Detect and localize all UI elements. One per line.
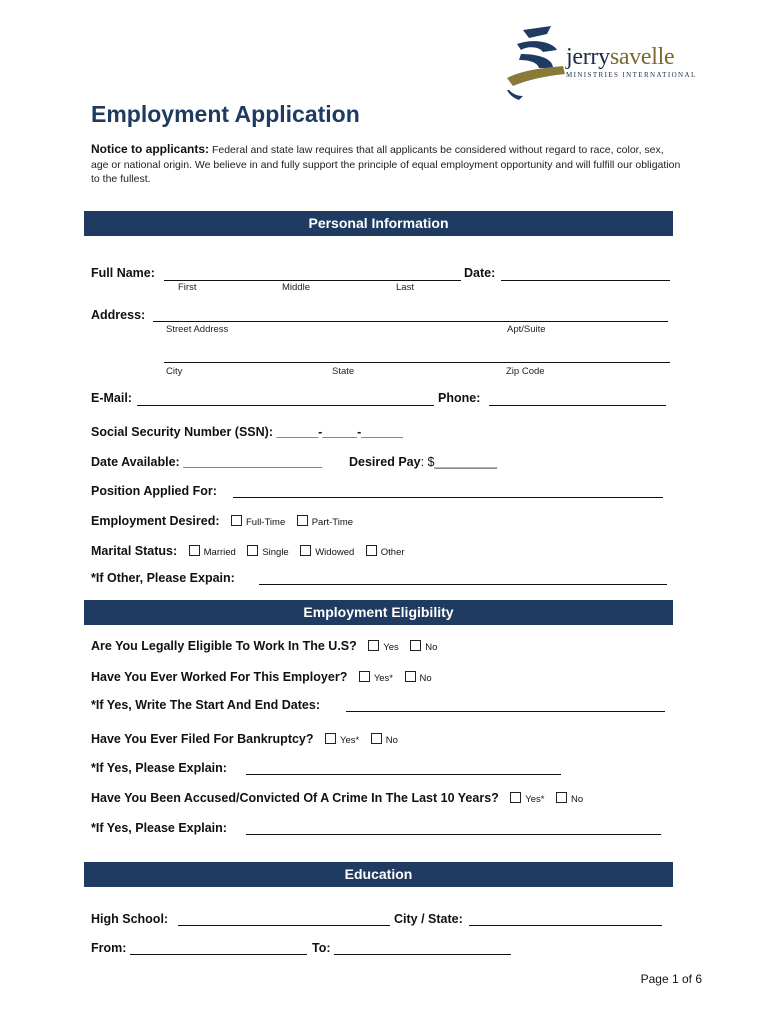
to-field[interactable] [334, 954, 511, 955]
notice-label: Notice to applicants: [91, 142, 210, 156]
other-option: Other [380, 547, 405, 558]
phone-field[interactable] [489, 405, 666, 406]
street-address-caption: Street Address [166, 324, 229, 335]
desired-pay-field[interactable] [349, 455, 497, 469]
worked-before-row [91, 670, 432, 684]
worked-yes-checkbox[interactable] [359, 671, 370, 682]
full-name-label: Full Name: [91, 266, 155, 280]
section-education: Education [84, 862, 673, 887]
bankruptcy-no-option: No [385, 735, 398, 746]
bankruptcy-question: Have You Ever Filed For Bankruptcy? [91, 732, 314, 746]
explain-bankruptcy-label: *If Yes, Please Explain: [91, 761, 227, 775]
bankruptcy-no-checkbox[interactable] [371, 733, 382, 744]
date-field[interactable] [501, 280, 670, 281]
date-available-field[interactable]: Date Available: ____________________ [91, 455, 323, 469]
high-school-label: High School: [91, 912, 169, 926]
legal-yes-option: Yes [383, 642, 399, 653]
other-checkbox[interactable] [366, 545, 377, 556]
legal-eligibility-row [91, 639, 437, 653]
brand-subtitle: MINISTRIES INTERNATIONAL [566, 71, 697, 79]
dates-label: *If Yes, Write The Start And End Dates: [91, 698, 320, 712]
high-school-field[interactable] [178, 925, 390, 926]
part-time-option: Part-Time [311, 517, 354, 528]
employment-desired-row [91, 514, 353, 528]
married-option: Married [203, 547, 236, 558]
to-label: To: [312, 941, 331, 955]
bankruptcy-yes-option: Yes* [340, 735, 360, 746]
address-label: Address: [91, 308, 146, 322]
notice-paragraph [91, 142, 681, 187]
position-field[interactable] [233, 497, 663, 498]
widowed-option: Widowed [315, 547, 355, 558]
worked-no-option: No [419, 673, 432, 684]
crime-yes-checkbox[interactable] [510, 792, 521, 803]
crime-no-option: No [570, 794, 584, 805]
worked-yes-option: Yes* [373, 673, 394, 684]
email-field[interactable] [137, 405, 434, 406]
worked-before-question: Have You Ever Worked For This Employer? [91, 670, 348, 684]
apt-suite-caption: Apt/Suite [507, 324, 546, 335]
full-time-option: Full-Time [246, 517, 286, 528]
city-state-label: City / State: [394, 912, 463, 926]
if-other-label: *If Other, Please Expain: [91, 571, 235, 585]
full-name-field[interactable] [164, 280, 461, 281]
section-employment-eligibility: Employment Eligibility [84, 600, 673, 625]
legal-no-checkbox[interactable] [410, 640, 421, 651]
single-option: Single [262, 547, 289, 558]
single-checkbox[interactable] [247, 545, 258, 556]
street-address-field[interactable] [153, 321, 668, 322]
crime-no-checkbox[interactable] [556, 792, 567, 803]
crime-yes-option: Yes* [525, 794, 545, 805]
zip-code-caption: Zip Code [506, 366, 545, 377]
section-personal-information: Personal Information [84, 211, 673, 236]
city-caption: City [166, 366, 183, 377]
city-state-field[interactable] [469, 925, 662, 926]
middle-name-caption: Middle [282, 282, 310, 293]
bankruptcy-yes-checkbox[interactable] [325, 733, 336, 744]
state-caption: State [332, 366, 355, 377]
phone-label: Phone: [438, 391, 481, 405]
city-state-zip-field[interactable] [164, 362, 670, 363]
explain-bankruptcy-field[interactable] [246, 774, 561, 775]
page-title: Employment Application [91, 101, 360, 127]
desired-pay-label: Desired Pay [349, 455, 421, 469]
crime-row [91, 791, 583, 805]
ssn-field[interactable]: Social Security Number (SSN): ______-_____-______ [91, 425, 403, 439]
last-name-caption: Last [396, 282, 414, 293]
page-number: Page 1 of 6 [640, 972, 702, 986]
explain-crime-label: *If Yes, Please Explain: [91, 821, 227, 835]
brand-name: jerrysavelle [566, 44, 675, 70]
legal-no-option: No [425, 642, 438, 653]
desired-pay-value: : $_________ [420, 455, 498, 469]
crime-question: Have You Been Accused/Convicted Of A Crime In The Last 10 Years? [91, 791, 499, 805]
marital-status-row [91, 544, 405, 558]
explain-crime-field[interactable] [246, 834, 661, 835]
first-name-caption: First [178, 282, 197, 293]
dates-field[interactable] [346, 711, 665, 712]
widowed-checkbox[interactable] [300, 545, 311, 556]
if-other-field[interactable] [259, 584, 667, 585]
worked-no-checkbox[interactable] [405, 671, 416, 682]
email-label: E-Mail: [91, 391, 132, 405]
employment-desired-label: Employment Desired: [91, 514, 220, 528]
from-label: From: [91, 941, 127, 955]
position-label: Position Applied For: [91, 484, 217, 498]
full-time-checkbox[interactable] [231, 515, 242, 526]
from-field[interactable] [130, 954, 307, 955]
bankruptcy-row [91, 732, 398, 746]
married-checkbox[interactable] [189, 545, 200, 556]
legal-yes-checkbox[interactable] [368, 640, 379, 651]
date-label: Date: [464, 266, 496, 280]
marital-status-label: Marital Status: [91, 544, 178, 558]
notice-text: Federal and state law requires that all applicants be considered without regard to race, color, sex, age or national origin. We believe in and fully support the principle of equal employment opportunity and will fulfill our obligation to the fullest. [91, 144, 681, 185]
part-time-checkbox[interactable] [297, 515, 308, 526]
legal-eligibility-question: Are You Legally Eligible To Work In The U.S? [91, 639, 357, 653]
